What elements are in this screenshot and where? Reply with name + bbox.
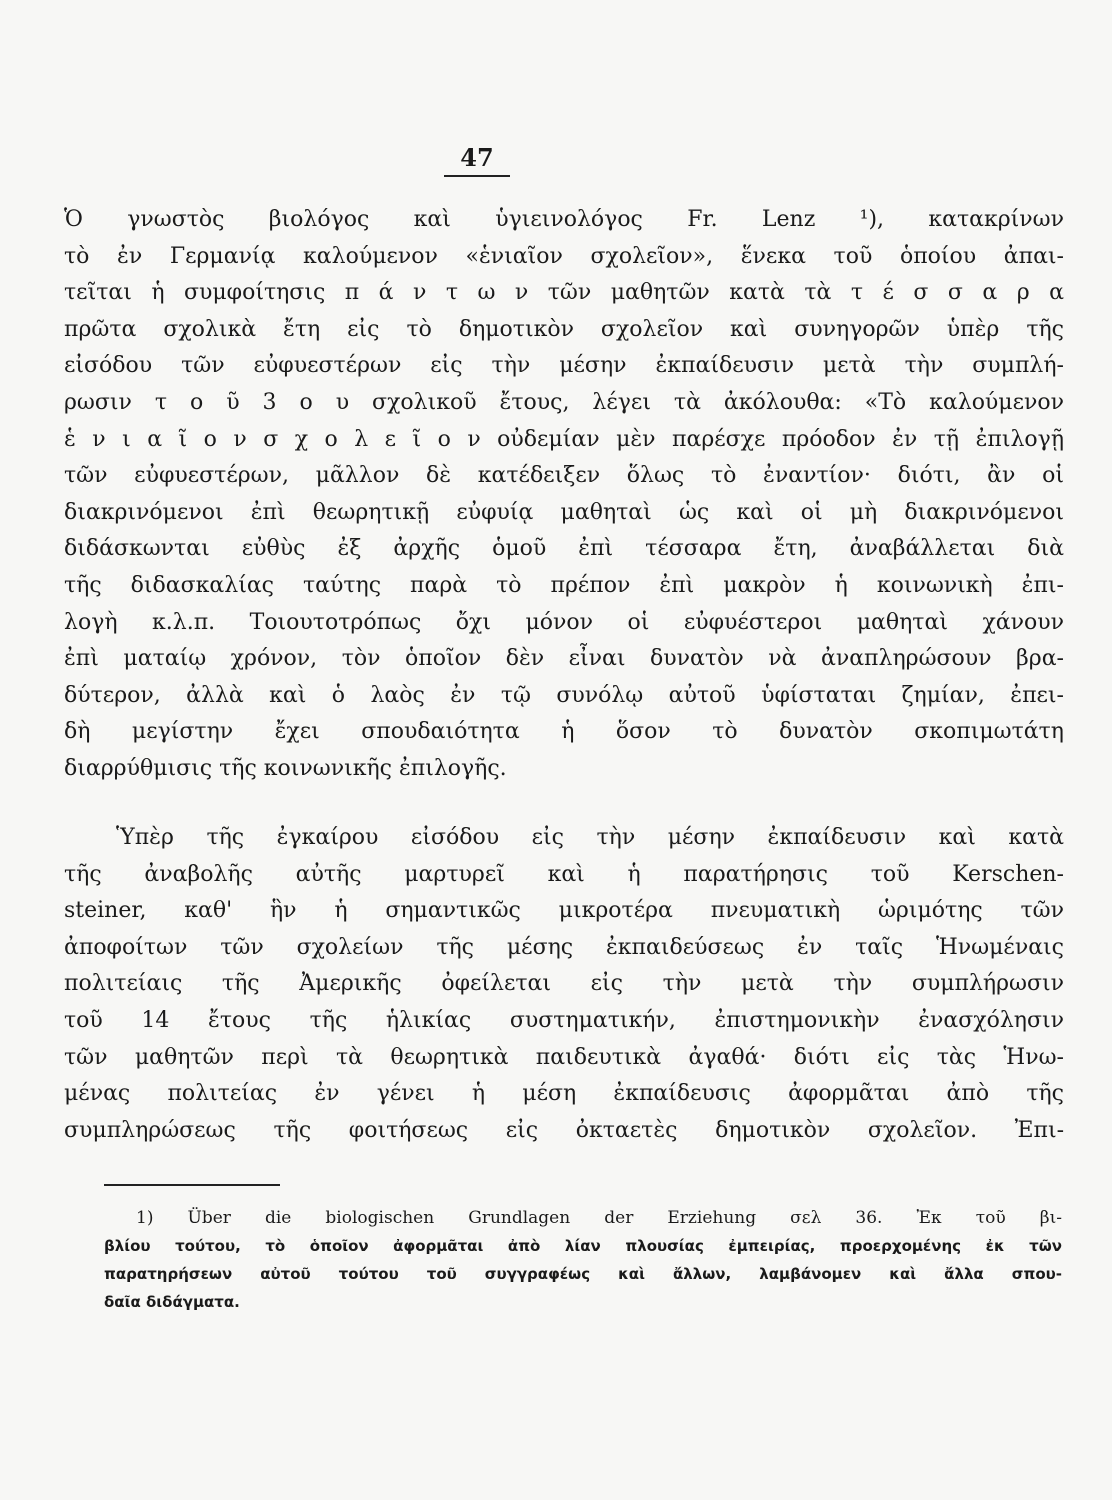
text-line: διαρρύθμισις τῆς κοινωνικῆς ἐπιλογῆς.: [64, 755, 507, 781]
text-line: ἀποφοίτων τῶν σχολείων τῆς μέσης ἐκπαιδεύσεως ἐν ταῖς Ἡνωμέναις: [64, 934, 1064, 960]
text-line: ἐπὶ ματαίῳ χρόνον, τὸν ὁποῖον δὲν εἶναι δυνατὸν νὰ ἀναπληρώσουν βρα-: [64, 646, 1064, 672]
page-number: 47: [460, 143, 494, 172]
paragraph-2: [64, 820, 1064, 1149]
text-line: διδάσκωνται εὐθὺς ἐξ ἀρχῆς ὁμοῦ ἐπὶ τέσσαρα ἔτη, ἀναβάλλεται διὰ: [64, 536, 1064, 562]
footnote-line: δαῖα διδάγματα.: [104, 1293, 240, 1311]
text-line: ἑ ν ι α ῖ ο ν σ χ ο λ ε ῖ ο ν οὐδεμίαν μὲν παρέσχε πρόοδον ἐν τῇ ἐπιλογῇ: [64, 426, 1064, 452]
text-line: ρωσιν τ ο ῦ 3 ο υ σχολικοῦ ἔτους, λέγει τὰ ἀκόλουθα: «Τὸ καλούμενον: [64, 389, 1064, 415]
paragraph-1: [64, 202, 1064, 788]
text-line: Ὁ γνωστὸς βιολόγος καὶ ὑγιεινολόγος Fr. Lenz ¹), κατακρίνων: [64, 207, 1064, 232]
text-line: πολιτείαις τῆς Ἀμερικῆς ὀφείλεται εἰς τὴν μετὰ τὴν συμπλήρωσιν: [64, 971, 1064, 997]
text-line: εἰσόδου τῶν εὐφυεστέρων εἰς τὴν μέσην ἐκπαίδευσιν μετὰ τὴν συμπλή-: [64, 353, 1064, 379]
footnote-line: 1) Über die biologischen Grundlagen der Erziehung σελ 36. Ἐκ τοῦ βι-: [136, 1208, 1062, 1228]
text-line: steiner, καθ' ἣν ἡ σημαντικῶς μικροτέρα πνευματικὴ ὡριμότης τῶν: [64, 898, 1064, 924]
footnotes: [104, 1204, 1062, 1316]
text-line: τῶν μαθητῶν περὶ τὰ θεωρητικὰ παιδευτικὰ ἀγαθά· διότι εἰς τὰς Ἡνω-: [64, 1044, 1064, 1070]
text-line: συμπληρώσεως τῆς φοιτήσεως εἰς ὀκταετὲς δημοτικὸν σχολεῖον. Ἐπι-: [64, 1117, 1064, 1143]
text-line: δύτερον, ἀλλὰ καὶ ὁ λαὸς ἐν τῷ συνόλῳ αὐτοῦ ὑφίσταται ζημίαν, ἐπει-: [64, 682, 1064, 708]
text-line: διακρινόμενοι ἐπὶ θεωρητικῇ εὐφυίᾳ μαθηταὶ ὡς καὶ οἱ μὴ διακρινόμενοι: [64, 499, 1064, 525]
text-line: τῆς ἀναβολῆς αὐτῆς μαρτυρεῖ καὶ ἡ παρατήρησις τοῦ Kerschen-: [64, 861, 1064, 887]
page-number-rule: [444, 175, 510, 177]
footnote-line: βλίου τούτου, τὸ ὁποῖον ἀφορμᾶται ἀπὸ λίαν πλουσίας ἐμπειρίας, προερχομένης ἐκ τῶν: [104, 1237, 1062, 1255]
footnote-line: παρατηρήσεων αὐτοῦ τούτου τοῦ συγγραφέως καὶ ἄλλων, λαμβάνομεν καὶ ἄλλα σπου-: [104, 1265, 1062, 1283]
text-line: πρῶτα σχολικὰ ἔτη εἰς τὸ δημοτικὸν σχολεῖον καὶ συνηγορῶν ὑπὲρ τῆς: [64, 316, 1064, 342]
text-line: μένας πολιτείας ἐν γένει ἡ μέση ἐκπαίδευσις ἀφορμᾶται ἀπὸ τῆς: [64, 1081, 1064, 1107]
text-line: τεῖται ἡ συμφοίτησις π ά ν τ ω ν τῶν μαθητῶν κατὰ τὰ τ έ σ σ α ρ α: [64, 280, 1064, 306]
text-line: τοῦ 14 ἔτους τῆς ἡλικίας συστηματικήν, ἐπιστημονικὴν ἐνασχόλησιν: [64, 1007, 1064, 1033]
text-line: Ὑπὲρ τῆς ἐγκαίρου εἰσόδου εἰς τὴν μέσην ἐκπαίδευσιν καὶ κατὰ: [116, 825, 1064, 850]
footnote-divider: [104, 1184, 280, 1186]
text-line: δὴ μεγίστην ἔχει σπουδαιότητα ἡ ὅσον τὸ δυνατὸν σκοπιμωτάτη: [64, 719, 1064, 745]
text-line: τὸ ἐν Γερμανίᾳ καλούμενον «ἑνιαῖον σχολεῖον», ἕνεκα τοῦ ὁποίου ἀπαι-: [64, 243, 1064, 269]
text-line: τῶν εὐφυεστέρων, μᾶλλον δὲ κατέδειξεν ὅλως τὸ ἐναντίον· διότι, ἂν οἱ: [64, 463, 1064, 489]
text-line: λογὴ κ.λ.π. Τοιουτοτρόπως ὄχι μόνον οἱ εὐφυέστεροι μαθηταὶ χάνουν: [64, 609, 1064, 635]
text-line: τῆς διδασκαλίας ταύτης παρὰ τὸ πρέπον ἐπὶ μακρὸν ἡ κοινωνικὴ ἐπι-: [64, 572, 1064, 598]
